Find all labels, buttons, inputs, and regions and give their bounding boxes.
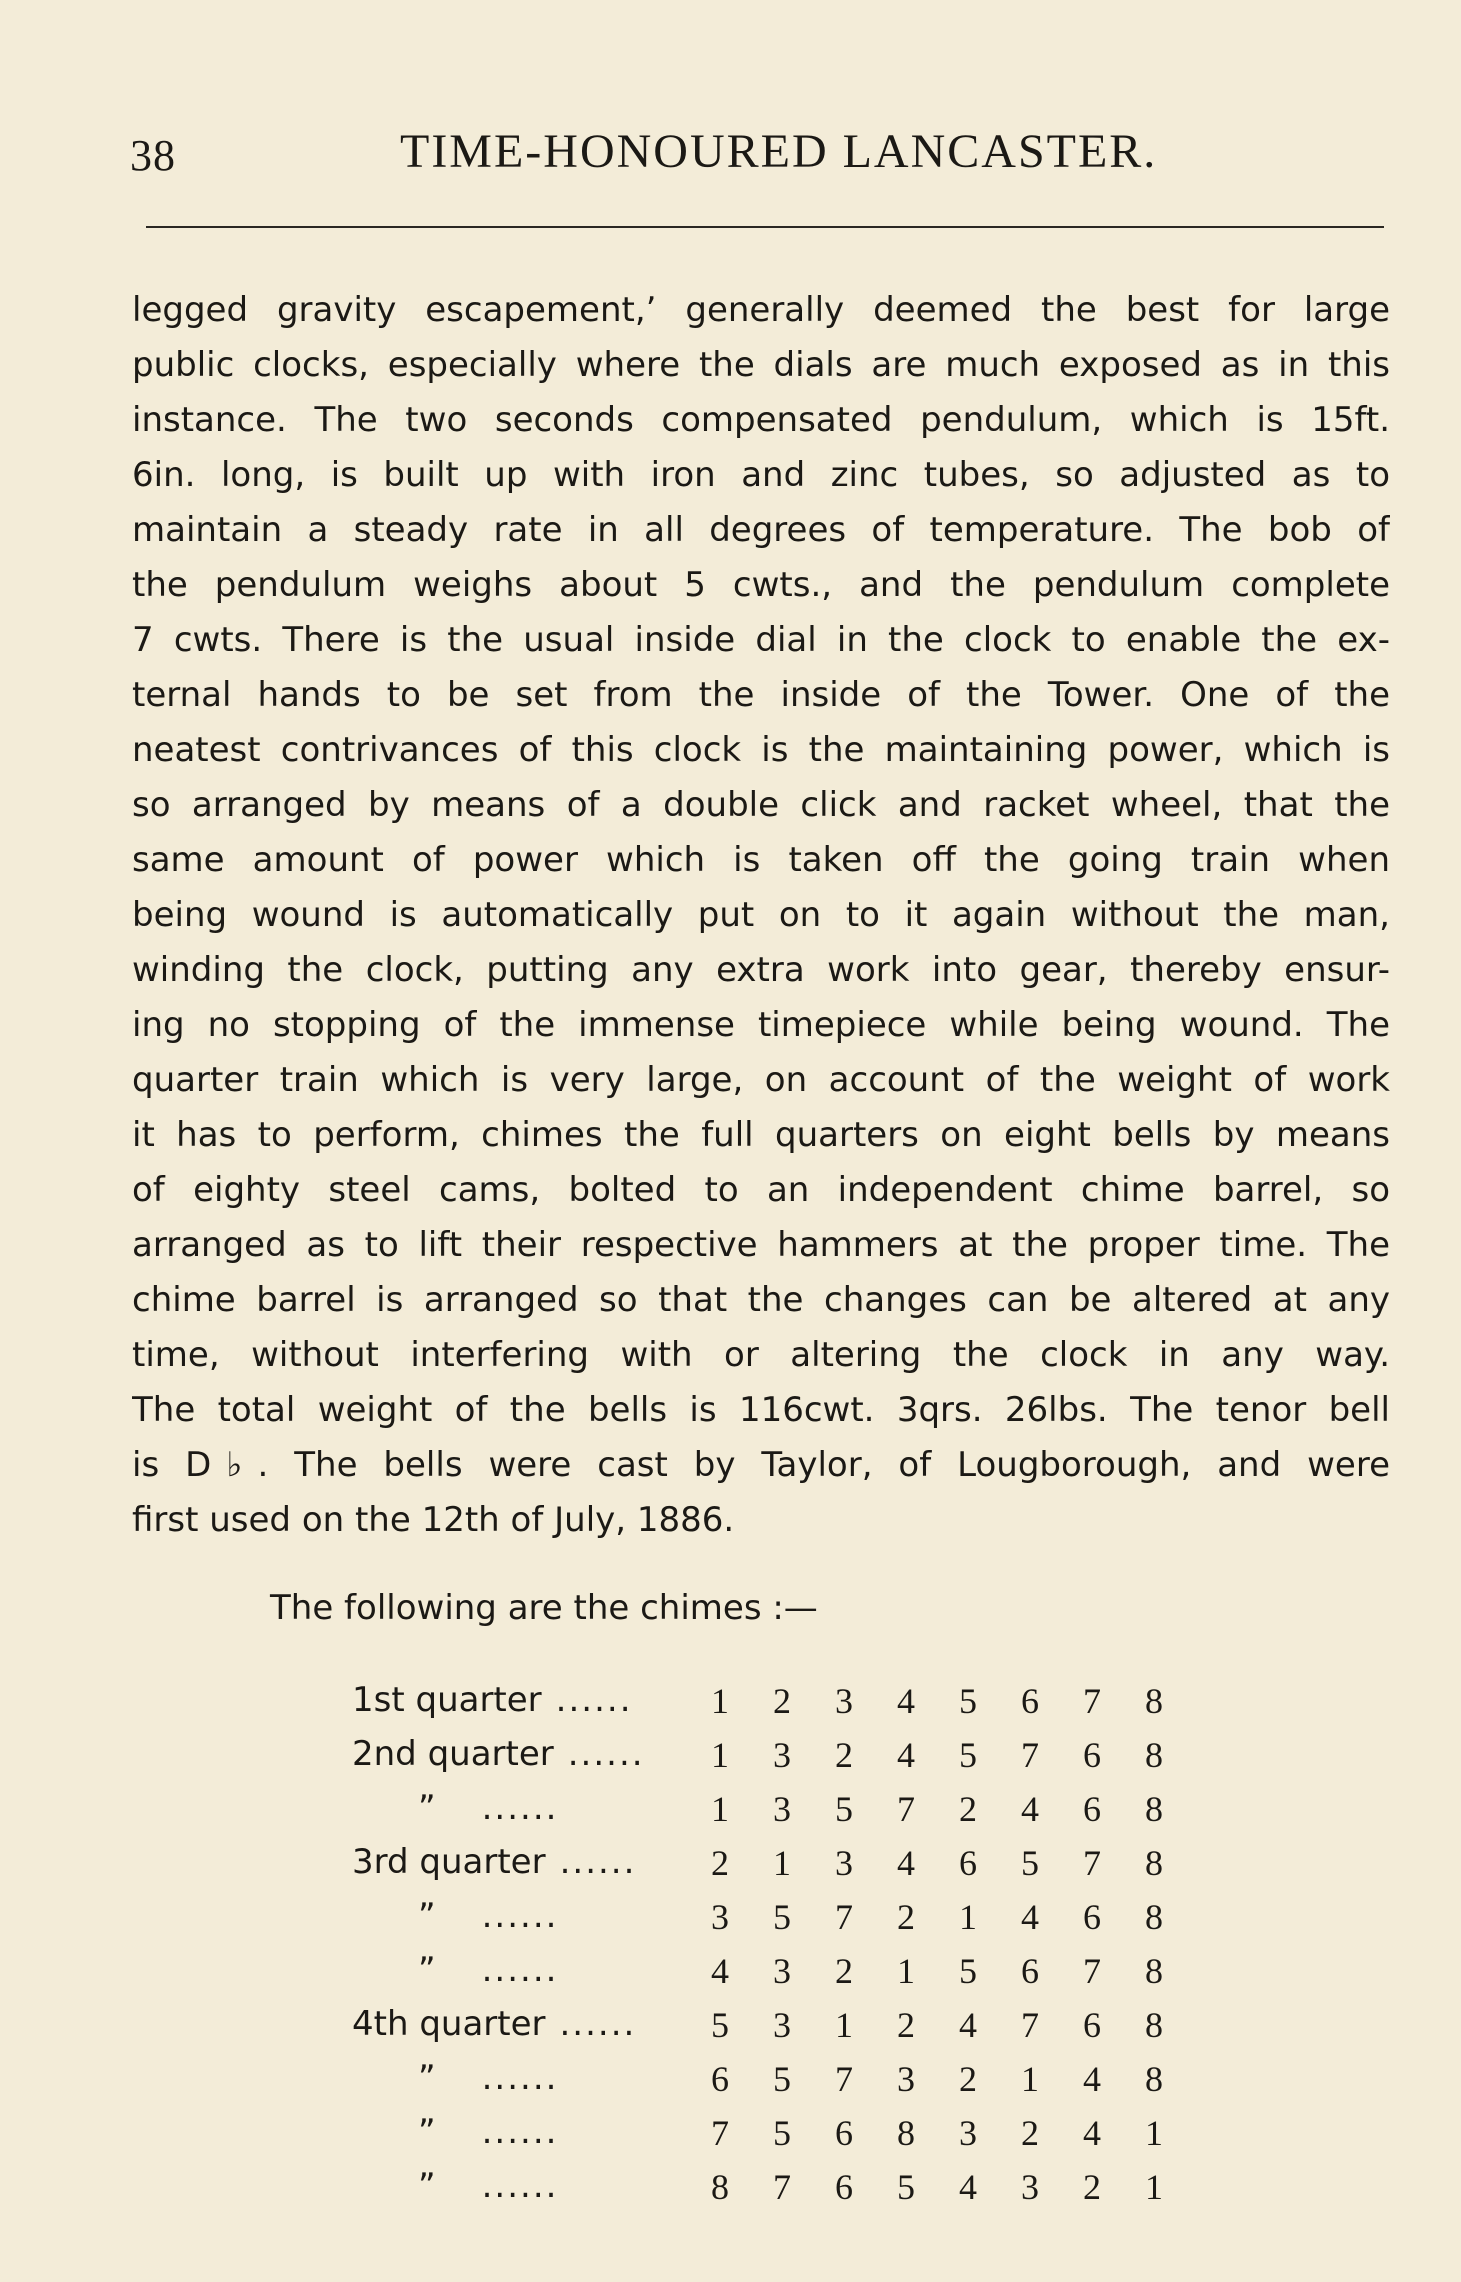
bell-number: 4 [959, 2005, 977, 2045]
text-line: ing no stopping of the immense timepiece while being wound. The [132, 1005, 1390, 1045]
bell-number: 4 [897, 1843, 915, 1883]
bell-number: 6 [1021, 1951, 1039, 1991]
leader-dots: ...... [481, 2058, 559, 2098]
ditto-mark [418, 1896, 558, 1936]
bell-number: 2 [835, 1951, 853, 1991]
leader-dots: ...... [481, 1950, 559, 1990]
bell-number: 1 [1021, 2059, 1039, 2099]
bell-number: 7 [835, 1897, 853, 1937]
bell-number: 6 [835, 2167, 853, 2207]
text-line: 6in. long, is built up with iron and zinc tubes, so adjusted as to [132, 455, 1390, 495]
text-line: instance. The two seconds compensated pendulum, which is 15ft. [132, 400, 1390, 440]
bell-number: 8 [1145, 2005, 1163, 2045]
bell-number: 7 [1021, 1735, 1039, 1775]
bell-number: 5 [773, 2113, 791, 2153]
bell-number: 2 [711, 1843, 729, 1883]
bell-number: 4 [1083, 2113, 1101, 2153]
quarter-label-text: ” [418, 2166, 436, 2206]
quarter-label [352, 1842, 742, 1882]
leader-dots: ...... [555, 1680, 633, 1720]
ditto-mark [418, 2112, 558, 2152]
bell-number: 7 [773, 2167, 791, 2207]
quarter-label-text: ” [418, 1896, 436, 1936]
bell-number: 6 [1083, 1735, 1101, 1775]
bell-number: 6 [1083, 2005, 1101, 2045]
bell-number: 1 [773, 1843, 791, 1883]
text-line: it has to perform, chimes the full quarters on eight bells by means [132, 1115, 1390, 1155]
quarter-label-text: 1st quarter [352, 1680, 542, 1720]
chime-row [352, 1788, 1312, 1842]
quarter-label-text: ” [418, 2112, 436, 2152]
quarter-label-text: ” [418, 2058, 436, 2098]
text-line: 7 cwts. There is the usual inside dial in the clock to enable the ex- [132, 620, 1390, 660]
bell-number: 8 [1145, 2059, 1163, 2099]
bell-number: 2 [959, 2059, 977, 2099]
text-line: maintain a steady rate in all degrees of temperature. The bob of [132, 510, 1390, 550]
bell-number: 2 [1083, 2167, 1101, 2207]
bell-number: 8 [1145, 1681, 1163, 1721]
bell-number: 3 [773, 2005, 791, 2045]
bell-number: 3 [835, 1843, 853, 1883]
text-line: same amount of power which is taken off the going train when [132, 840, 1390, 880]
bell-number: 3 [897, 2059, 915, 2099]
text-line: The total weight of the bells is 116cwt. 3qrs. 26lbs. The tenor bell [132, 1390, 1390, 1430]
bell-number: 3 [711, 1897, 729, 1937]
leader-dots: ...... [481, 2166, 559, 2206]
chime-row [352, 2112, 1312, 2166]
quarter-label-text: 2nd quarter [352, 1734, 554, 1774]
bell-number: 3 [835, 1681, 853, 1721]
bell-number: 2 [897, 1897, 915, 1937]
bell-number: 2 [773, 1681, 791, 1721]
chime-row [352, 1950, 1312, 2004]
text-line: public clocks, especially where the dials are much exposed as in this [132, 345, 1390, 385]
bell-number: 1 [711, 1789, 729, 1829]
bell-number: 1 [711, 1681, 729, 1721]
bell-number: 3 [959, 2113, 977, 2153]
bell-number: 8 [897, 2113, 915, 2153]
bell-number: 3 [773, 1951, 791, 1991]
bell-number: 1 [711, 1735, 729, 1775]
bell-number: 7 [1083, 1951, 1101, 1991]
bell-number: 3 [773, 1735, 791, 1775]
bell-number: 4 [1021, 1789, 1039, 1829]
bell-number: 4 [1083, 2059, 1101, 2099]
leader-dots: ...... [559, 1842, 637, 1882]
bell-number: 4 [897, 1681, 915, 1721]
bell-number: 7 [1083, 1843, 1101, 1883]
chime-row [352, 1896, 1312, 1950]
bell-number: 6 [711, 2059, 729, 2099]
text-line: arranged as to lift their respective hammers at the proper time. The [132, 1225, 1390, 1265]
bell-number: 5 [711, 2005, 729, 2045]
bell-number: 5 [1021, 1843, 1039, 1883]
chimes-table [352, 1680, 1312, 2220]
text-line: is D♭. The bells were cast by Taylor, of Lougborough, and were [132, 1445, 1390, 1485]
bell-number: 8 [711, 2167, 729, 2207]
text-line: legged gravity escapement,’ generally deemed the best for large [132, 290, 1390, 330]
bell-number: 7 [711, 2113, 729, 2153]
bell-number: 6 [1083, 1897, 1101, 1937]
bell-number: 6 [959, 1843, 977, 1883]
chime-row [352, 1680, 1312, 1734]
quarter-label-text: ” [418, 1950, 436, 1990]
bell-number: 5 [835, 1789, 853, 1829]
bell-number: 8 [1145, 1951, 1163, 1991]
leader-dots: ...... [481, 1896, 559, 1936]
bell-number: 8 [1145, 1897, 1163, 1937]
quarter-label [352, 1734, 742, 1774]
bell-number: 7 [897, 1789, 915, 1829]
bell-number: 7 [1083, 1681, 1101, 1721]
leader-dots: ...... [481, 2112, 559, 2152]
quarter-label-text: 3rd quarter [352, 1842, 546, 1882]
bell-number: 6 [835, 2113, 853, 2153]
text-line: chime barrel is arranged so that the changes can be altered at any [132, 1280, 1390, 1320]
bell-number: 1 [1145, 2167, 1163, 2207]
page-header [130, 124, 1380, 194]
leader-dots: ...... [567, 1734, 645, 1774]
ditto-mark [418, 1950, 558, 1990]
bell-number: 5 [773, 2059, 791, 2099]
text-line: the pendulum weighs about 5 cwts., and the pendulum complete [132, 565, 1390, 605]
bell-number: 4 [1021, 1897, 1039, 1937]
bell-number: 6 [1021, 1681, 1039, 1721]
bell-number: 2 [897, 2005, 915, 2045]
chime-row [352, 2058, 1312, 2112]
ditto-mark [418, 2166, 558, 2206]
text-line: time, without interfering with or altering the clock in any way. [132, 1335, 1390, 1375]
bell-number: 4 [711, 1951, 729, 1991]
text-line: winding the clock, putting any extra work into gear, thereby ensur- [132, 950, 1390, 990]
bell-number: 5 [959, 1681, 977, 1721]
bell-number: 3 [1021, 2167, 1039, 2207]
leader-dots: ...... [559, 2004, 637, 2044]
bell-number: 6 [1083, 1789, 1101, 1829]
quarter-label [352, 1680, 742, 1720]
header-rule [146, 226, 1384, 228]
chime-row [352, 1734, 1312, 1788]
bell-number: 7 [1021, 2005, 1039, 2045]
bell-number: 8 [1145, 1843, 1163, 1883]
ditto-mark [418, 2058, 558, 2098]
bell-number: 1 [959, 1897, 977, 1937]
text-line: so arranged by means of a double click and racket wheel, that the [132, 785, 1390, 825]
quarter-label [352, 2004, 742, 2044]
chimes-intro: The following are the chimes :— [270, 1588, 818, 1628]
quarter-label-text: 4th quarter [352, 2004, 546, 2044]
text-line: ternal hands to be set from the inside of the Tower. One of the [132, 675, 1390, 715]
bell-number: 1 [835, 2005, 853, 2045]
bell-number: 5 [897, 2167, 915, 2207]
bell-number: 3 [773, 1789, 791, 1829]
running-title: TIME-HONOURED LANCASTER. [400, 125, 1158, 178]
bell-number: 5 [773, 1897, 791, 1937]
body-paragraph [132, 283, 1390, 1548]
text-line: of eighty steel cams, bolted to an independent chime barrel, so [132, 1170, 1390, 1210]
text-line: being wound is automatically put on to it again without the man, [132, 895, 1390, 935]
bell-number: 2 [1021, 2113, 1039, 2153]
text-line: first used on the 12th of July, 1886. [132, 1500, 735, 1540]
bell-number: 1 [1145, 2113, 1163, 2153]
bell-number: 8 [1145, 1735, 1163, 1775]
bell-number: 5 [959, 1735, 977, 1775]
bell-number: 5 [959, 1951, 977, 1991]
bell-number: 2 [835, 1735, 853, 1775]
bell-number: 4 [959, 2167, 977, 2207]
chime-row [352, 2004, 1312, 2058]
text-line: neatest contrivances of this clock is the maintaining power, which is [132, 730, 1390, 770]
bell-number: 2 [959, 1789, 977, 1829]
bell-number: 8 [1145, 1789, 1163, 1829]
bell-number: 1 [897, 1951, 915, 1991]
text-line: quarter train which is very large, on account of the weight of work [132, 1060, 1390, 1100]
ditto-mark [418, 1788, 558, 1828]
bell-number: 7 [835, 2059, 853, 2099]
quarter-label-text: ” [418, 1788, 436, 1828]
chime-row [352, 2166, 1312, 2220]
bell-number: 4 [897, 1735, 915, 1775]
chime-row [352, 1842, 1312, 1896]
page-number: 38 [130, 131, 176, 180]
leader-dots: ...... [481, 1788, 559, 1828]
